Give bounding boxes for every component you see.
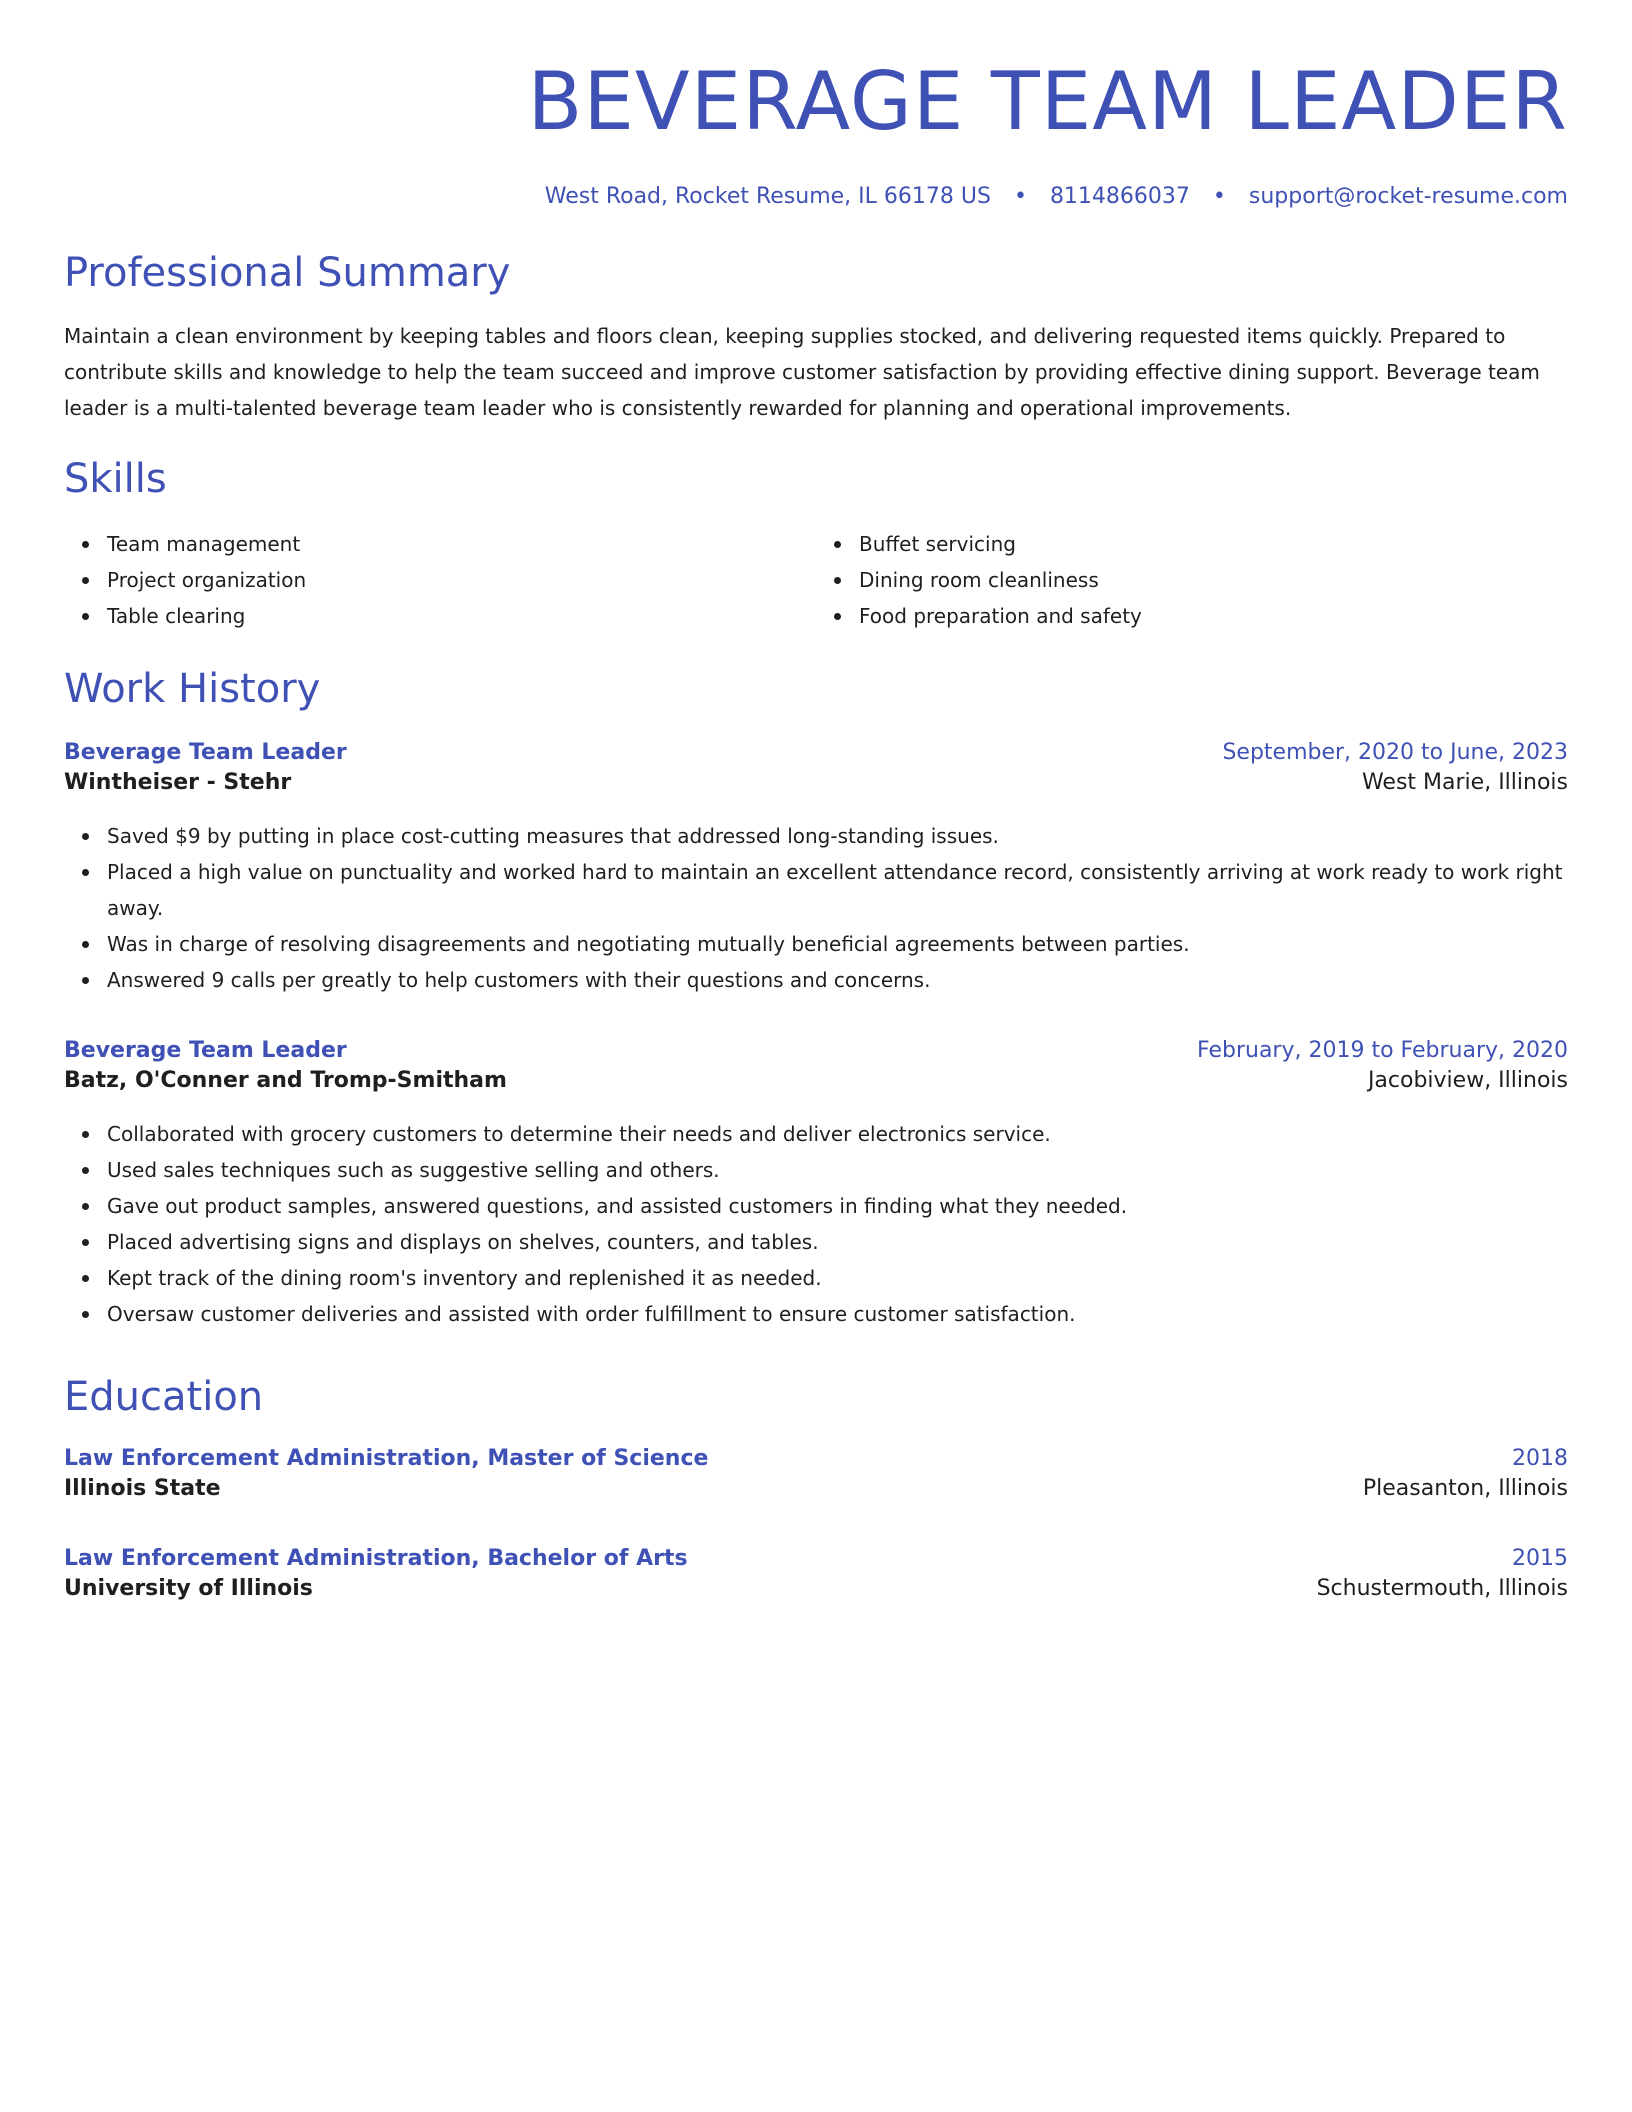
job-entry — [64, 738, 1568, 998]
job-bullet: Kept track of the dining room's inventory and replenished it as needed. — [107, 1260, 1568, 1296]
job-company: Batz, O'Conner and Tromp-Smitham — [64, 1068, 507, 1093]
contact-phone: 8114866037 — [1049, 184, 1190, 209]
education-school-row — [64, 1574, 1568, 1604]
job-company: Wintheiser - Stehr — [64, 770, 292, 795]
contact-separator: • — [1212, 184, 1226, 209]
education-degree: Law Enforcement Administration, Master of Science — [64, 1446, 709, 1471]
education-header-row — [64, 1444, 1568, 1474]
job-bullet: Answered 9 calls per greatly to help customers with their questions and concerns. — [107, 962, 1568, 998]
job-bullet: Saved $9 by putting in place cost-cutting measures that addressed long-standing issues. — [107, 818, 1568, 854]
job-header-row — [64, 738, 1568, 768]
education-year: 2018 — [1512, 1446, 1568, 1471]
job-company-row — [64, 1066, 1568, 1096]
job-bullet: Placed advertising signs and displays on shelves, counters, and tables. — [107, 1224, 1568, 1260]
skills-column-right — [816, 526, 1568, 634]
job-title: Beverage Team Leader — [64, 740, 347, 765]
skill-item: Food preparation and safety — [859, 598, 1568, 634]
job-bullet: Used sales techniques such as suggestive selling and others. — [107, 1152, 1568, 1188]
job-bullets — [64, 1116, 1568, 1332]
education-location: Pleasanton, Illinois — [1362, 1476, 1568, 1501]
job-bullet: Oversaw customer deliveries and assisted with order fulfillment to ensure customer satisfaction. — [107, 1296, 1568, 1332]
education-entry — [64, 1444, 1568, 1504]
skill-item: Project organization — [107, 562, 816, 598]
education-school: Illinois State — [64, 1476, 221, 1501]
skill-item: Buffet servicing — [859, 526, 1568, 562]
job-entry — [64, 1036, 1568, 1332]
education-entry — [64, 1544, 1568, 1604]
job-location: West Marie, Illinois — [1361, 770, 1568, 795]
job-bullet: Placed a high value on punctuality and worked hard to maintain an excellent attendance record, consistently arriving at work ready to work right away. — [107, 854, 1568, 926]
education-year: 2015 — [1512, 1546, 1568, 1571]
skills-heading: Skills — [64, 456, 167, 502]
resume-name: BEVERAGE TEAM LEADER — [527, 55, 1568, 148]
education-heading: Education — [64, 1374, 264, 1420]
contact-separator: • — [1013, 184, 1027, 209]
education-header-row — [64, 1544, 1568, 1574]
job-bullet: Was in charge of resolving disagreements and negotiating mutually beneficial agreements between parties. — [107, 926, 1568, 962]
education-school-row — [64, 1474, 1568, 1504]
skill-item: Dining room cleanliness — [859, 562, 1568, 598]
summary-text: Maintain a clean environment by keeping tables and floors clean, keeping supplies stocked, and delivering requested items quickly. Prepared to contribute skills and knowledge to help the team succeed and improve customer satisfaction by providing effective dining support. Beverage team leader is a multi-talented beverage team leader who is consistently rewarded for planning and operational improvements. — [64, 324, 1540, 420]
job-company-row — [64, 768, 1568, 798]
education-degree: Law Enforcement Administration, Bachelor of Arts — [64, 1546, 688, 1571]
skills-grid — [64, 526, 1568, 634]
job-dates: February, 2019 to February, 2020 — [1197, 1038, 1568, 1063]
contact-line — [64, 182, 1568, 212]
summary-heading: Professional Summary — [64, 250, 511, 296]
job-title: Beverage Team Leader — [64, 1038, 347, 1063]
job-bullet: Gave out product samples, answered questions, and assisted customers in finding what they needed. — [107, 1188, 1568, 1224]
job-dates: September, 2020 to June, 2023 — [1222, 740, 1568, 765]
skills-column-left — [64, 526, 816, 634]
job-bullets — [64, 818, 1568, 998]
work-history-heading: Work History — [64, 666, 321, 712]
job-header-row — [64, 1036, 1568, 1066]
job-bullet: Collaborated with grocery customers to determine their needs and deliver electronics service. — [107, 1116, 1568, 1152]
skill-item: Team management — [107, 526, 816, 562]
skill-item: Table clearing — [107, 598, 816, 634]
contact-address: West Road, Rocket Resume, IL 66178 US — [544, 184, 991, 209]
job-location: Jacobiview, Illinois — [1367, 1068, 1568, 1093]
education-school: University of Illinois — [64, 1576, 313, 1601]
contact-email[interactable]: support@rocket-resume.com — [1248, 184, 1568, 209]
education-location: Schustermouth, Illinois — [1316, 1576, 1568, 1601]
